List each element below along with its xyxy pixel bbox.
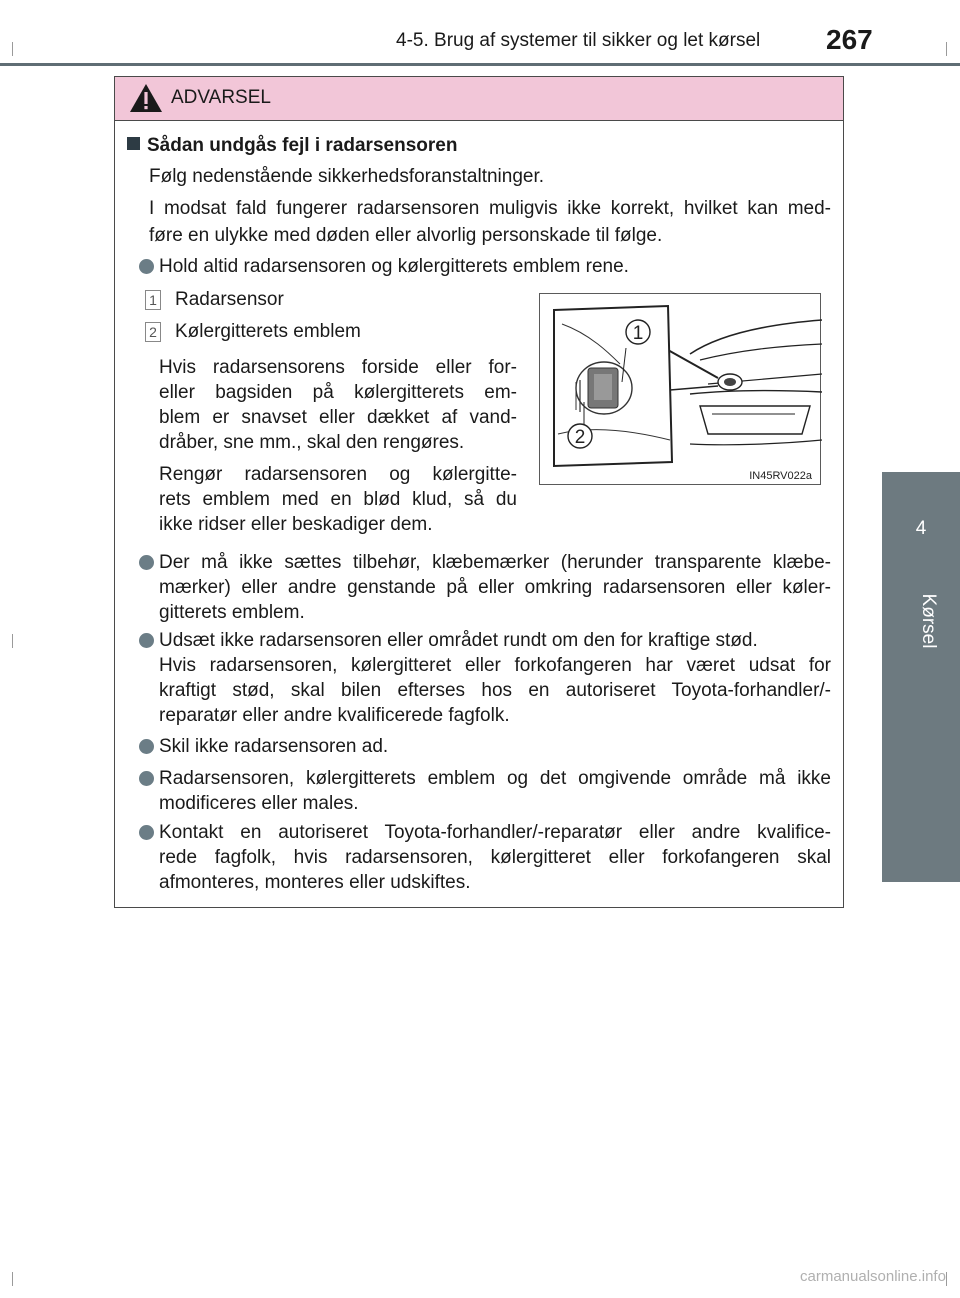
intro-text-2-line-1: I modsat fald fungerer radarsensoren muligvis ikke korrekt, hvilket kan med-: [149, 198, 831, 219]
chapter-label-wrap: [918, 576, 938, 666]
bullet-icon: [139, 739, 154, 754]
crop-mark: [946, 42, 947, 56]
bullet-accessories-line-2: mærker) eller andre genstande på eller omkring radarsensoren eller køler-: [159, 577, 831, 598]
section-heading-text: Sådan undgås fejl i radarsensoren: [147, 135, 458, 156]
radar-sensor-figure: [539, 293, 821, 485]
bullet-accessories-line-1: Der må ikke sættes tilbehør, klæbemærker (herunder transparente klæbe-: [159, 552, 831, 573]
figure-callout-2: 2: [574, 427, 586, 448]
chapter-side-tab: [882, 472, 960, 882]
bullet-icon: [139, 259, 154, 274]
legend-grille-emblem: Kølergitterets emblem: [175, 321, 361, 342]
car-front-illustration: [540, 294, 822, 486]
figure-callout-1: 1: [632, 323, 644, 344]
clean-para-1-line-3: blem er snavset eller dækket af vand-: [159, 407, 517, 428]
bullet-icon: [139, 771, 154, 786]
bullet-contact-line-3: afmonteres, monteres eller udskiftes.: [159, 872, 471, 893]
intro-text-1: Følg nedenstående sikkerhedsforanstaltninger.: [149, 166, 545, 187]
running-header-title: 4-5. Brug af systemer til sikker og let kørsel: [396, 30, 761, 51]
crop-mark: [946, 1272, 947, 1286]
warning-triangle-icon: [129, 83, 163, 113]
bullet-impact-line-4: reparatør eller andre kvalificerede fagfolk.: [159, 705, 510, 726]
bullet-contact-line-2: rede fagfolk, hvis radarsensoren, kølergitteret eller forkofangeren skal: [159, 847, 831, 868]
bullet-accessories-line-3: gitterets emblem.: [159, 602, 305, 623]
bullet-modify-line-2: modificeres eller males.: [159, 793, 359, 814]
figure-code: IN45RV022a: [749, 470, 812, 482]
chapter-number: 4: [915, 518, 927, 539]
bullet-impact-line-3: kraftigt stød, skal bilen efterses hos en autoriseret Toyota-forhandler/-: [159, 680, 831, 701]
crop-mark: [12, 1272, 13, 1286]
clean-para-1-line-4: dråber, sne mm., skal den rengøres.: [159, 432, 465, 453]
bullet-icon: [139, 825, 154, 840]
callout-number-2: 2: [145, 322, 161, 342]
clean-para-1-line-1: Hvis radarsensorens forside eller for-: [159, 357, 517, 378]
clean-para-2-line-2: rets emblem med en blød klud, så du: [159, 489, 517, 510]
bullet-disassemble: Skil ikke radarsensoren ad.: [159, 736, 389, 757]
page-number: 267: [826, 24, 873, 55]
warning-box: [114, 76, 844, 908]
square-bullet-icon: [127, 137, 140, 150]
bullet-contact-line-1: Kontakt en autoriseret Toyota-forhandler/-reparatør eller andre kvalifice-: [159, 822, 831, 843]
clean-para-2-line-1: Rengør radarsensoren og kølergitte-: [159, 464, 517, 485]
bullet-icon: [139, 633, 154, 648]
section-heading: [127, 135, 457, 157]
warning-header: [115, 77, 843, 121]
footer-watermark[interactable]: carmanualsonline.info: [800, 1268, 946, 1285]
bullet-keep-clean: Hold altid radarsensoren og kølergitterets emblem rene.: [159, 256, 629, 277]
crop-mark: [12, 42, 13, 56]
callout-number-1: 1: [145, 290, 161, 310]
bullet-impact-line-2: Hvis radarsensoren, kølergitteret eller forkofangeren har været udsat for: [159, 655, 831, 676]
chapter-label: Kørsel: [918, 593, 939, 649]
intro-text-2-line-2: føre en ulykke med døden eller alvorlig personskade til følge.: [149, 225, 663, 246]
warning-title: ADVARSEL: [171, 87, 271, 108]
crop-mark: [12, 634, 13, 648]
bullet-icon: [139, 555, 154, 570]
header-rule: [0, 63, 960, 66]
bullet-modify-line-1: Radarsensoren, kølergitterets emblem og det omgivende område må ikke: [159, 768, 831, 789]
clean-para-2-line-3: ikke ridser eller beskadiger dem.: [159, 514, 433, 535]
bullet-impact-line-1: Udsæt ikke radarsensoren eller området rundt om den for kraftige stød.: [159, 630, 758, 651]
clean-para-1-line-2: eller bagsiden på kølergitterets em-: [159, 382, 517, 403]
legend-radar-sensor: Radarsensor: [175, 289, 284, 310]
